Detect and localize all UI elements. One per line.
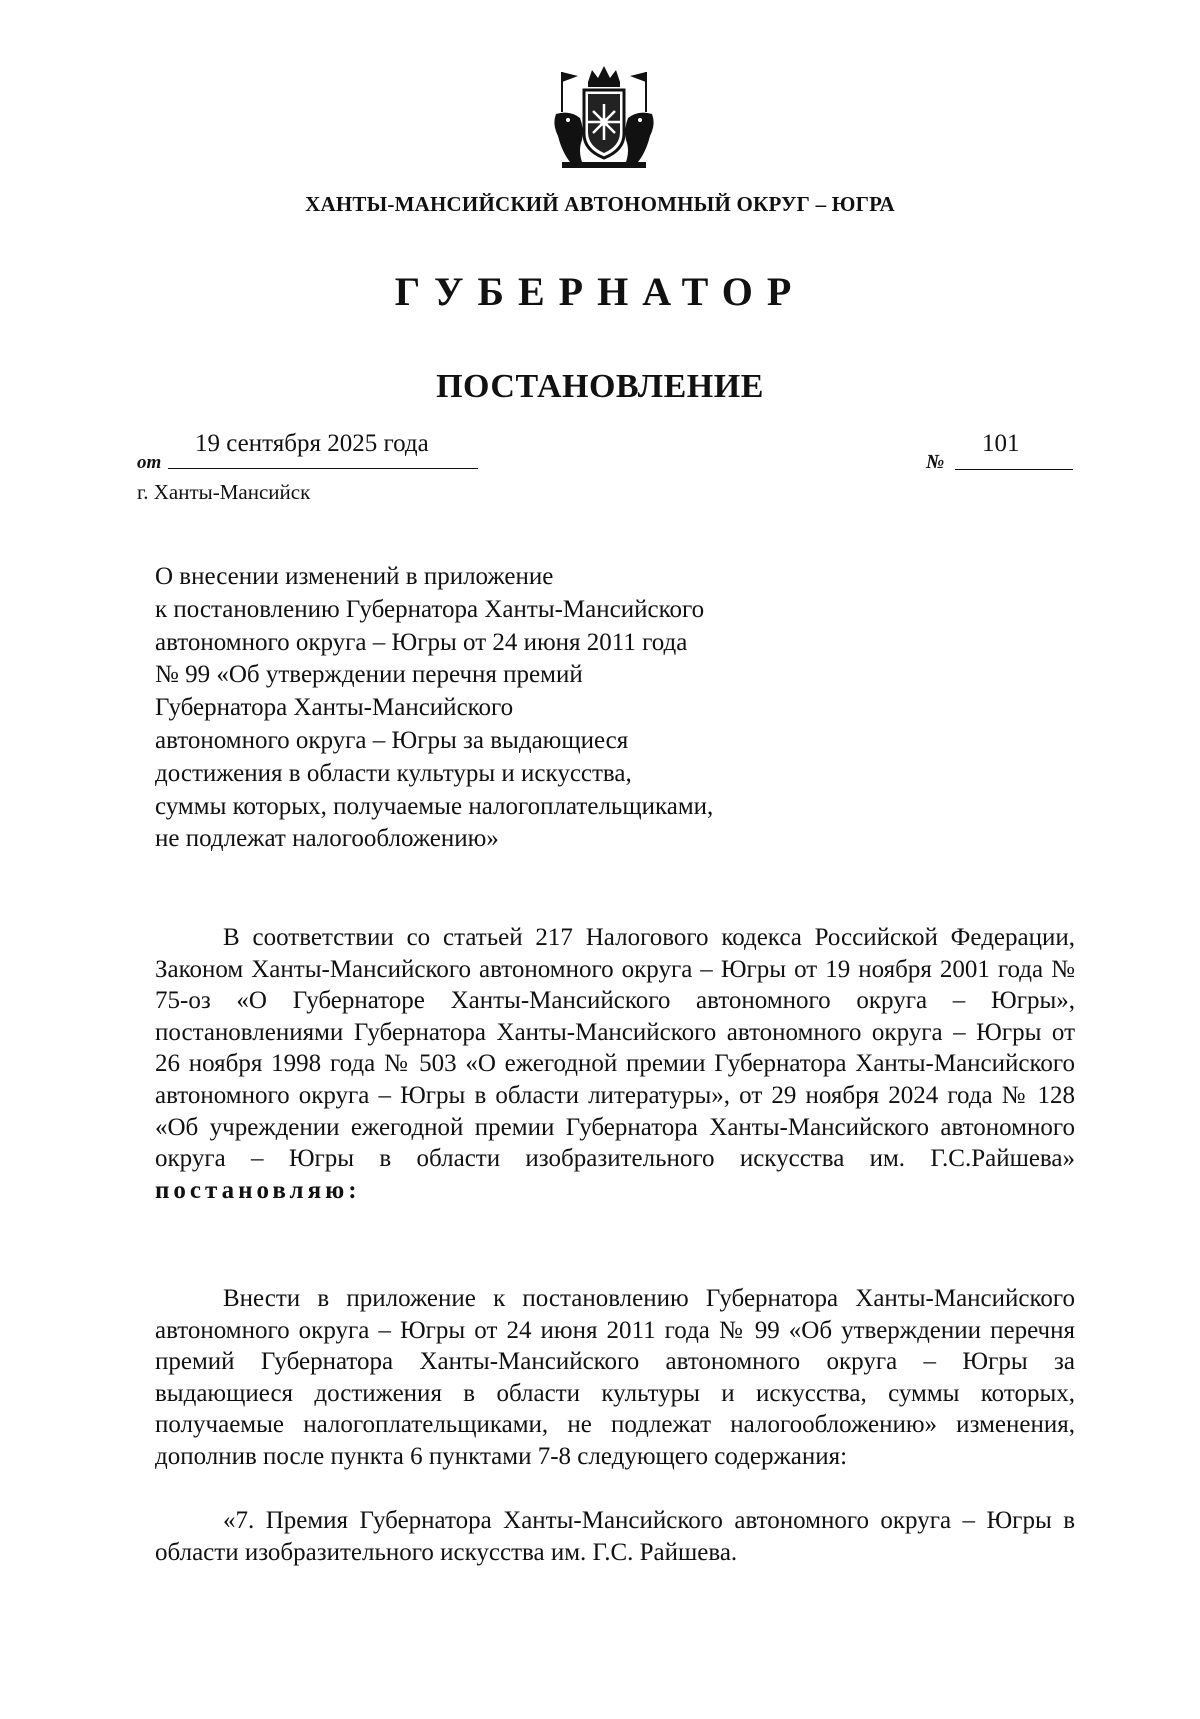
subject-line: Губернатора Ханты-Мансийского <box>155 694 514 722</box>
date-underline <box>168 468 478 469</box>
item-7-paragraph: «7. Премия Губернатора Ханты-Мансийского автономного округа – Югры в области изобразительного искусства им. Г.С. Райшева. <box>155 1507 1075 1566</box>
preamble-text: В соответствии со статьей 217 Налогового кодекса Российской Федерации, Законом Ханты-Мансийского автономного округа – Югры от 19 ноября 2001 года № 75-оз «О Губернаторе Ханты-Мансийского автономного округа – Югры», постановлениями Губернатора Ханты-Мансийского автономного округа – Югры от 26 ноября 1998 года № 503 «О ежегодной премии Губернатора Ханты-Мансийского автономного округа – Югры в области литературы», от 29 ноября 2024 года № 128 «Об учреждении ежегодной премии Губернатора Ханты-Мансийского автономного округа – Югры в области изобразительного искусства им. Г.С.Райшева» <box>155 924 1075 1173</box>
number-prefix: № <box>926 451 945 473</box>
resolution-keyword: постановляю: <box>155 1176 361 1204</box>
subject-line: № 99 «Об утверждении перечня премий <box>155 661 583 689</box>
subject-line: О внесении изменений в приложение <box>155 563 554 590</box>
region-title: ХАНТЫ-МАНСИЙСКИЙ АВТОНОМНЫЙ ОКРУГ – ЮГРА <box>305 192 895 216</box>
date-prefix: от <box>137 452 162 473</box>
authority-title: ГУБЕРНАТОР <box>394 269 806 314</box>
city: г. Ханты-Мансийск <box>137 480 311 504</box>
coat-of-arms-icon <box>548 62 660 172</box>
subject-line: достижения в области культуры и искусства, <box>155 759 632 787</box>
subject-line: автономного округа – Югры за выдающиеся <box>155 726 629 754</box>
subject-line: не подлежат налогообложению» <box>155 825 499 853</box>
preamble-paragraph <box>155 922 1075 1206</box>
subject-line: к постановлению Губернатора Ханты-Мансийского <box>155 595 705 623</box>
subject-line: суммы которых, получаемые налогоплательщиками, <box>155 792 714 820</box>
number-underline <box>955 469 1073 470</box>
document-date: 19 сентября 2025 года <box>195 430 429 457</box>
amendment-paragraph: Внести в приложение к постановлению Губернатора Ханты-Мансийского автономного округа – Югры от 24 июня 2011 года № 99 «Об утверждении перечня премий Губернатора Ханты-Мансийского автономного округа – Югры за выдающиеся достижения в области культуры и искусства, суммы которых, получаемые налогоплательщиками, не подлежат налогообложению» изменения, дополнив после пункта 6 пунктами 7-8 следующего содержания: <box>155 1285 1075 1470</box>
document-number: 101 <box>982 430 1020 457</box>
document-subject <box>155 561 815 856</box>
document-type-title: ПОСТАНОВЛЕНИЕ <box>436 368 764 405</box>
subject-line: автономного округа – Югры от 24 июня 2011 года <box>155 628 688 656</box>
